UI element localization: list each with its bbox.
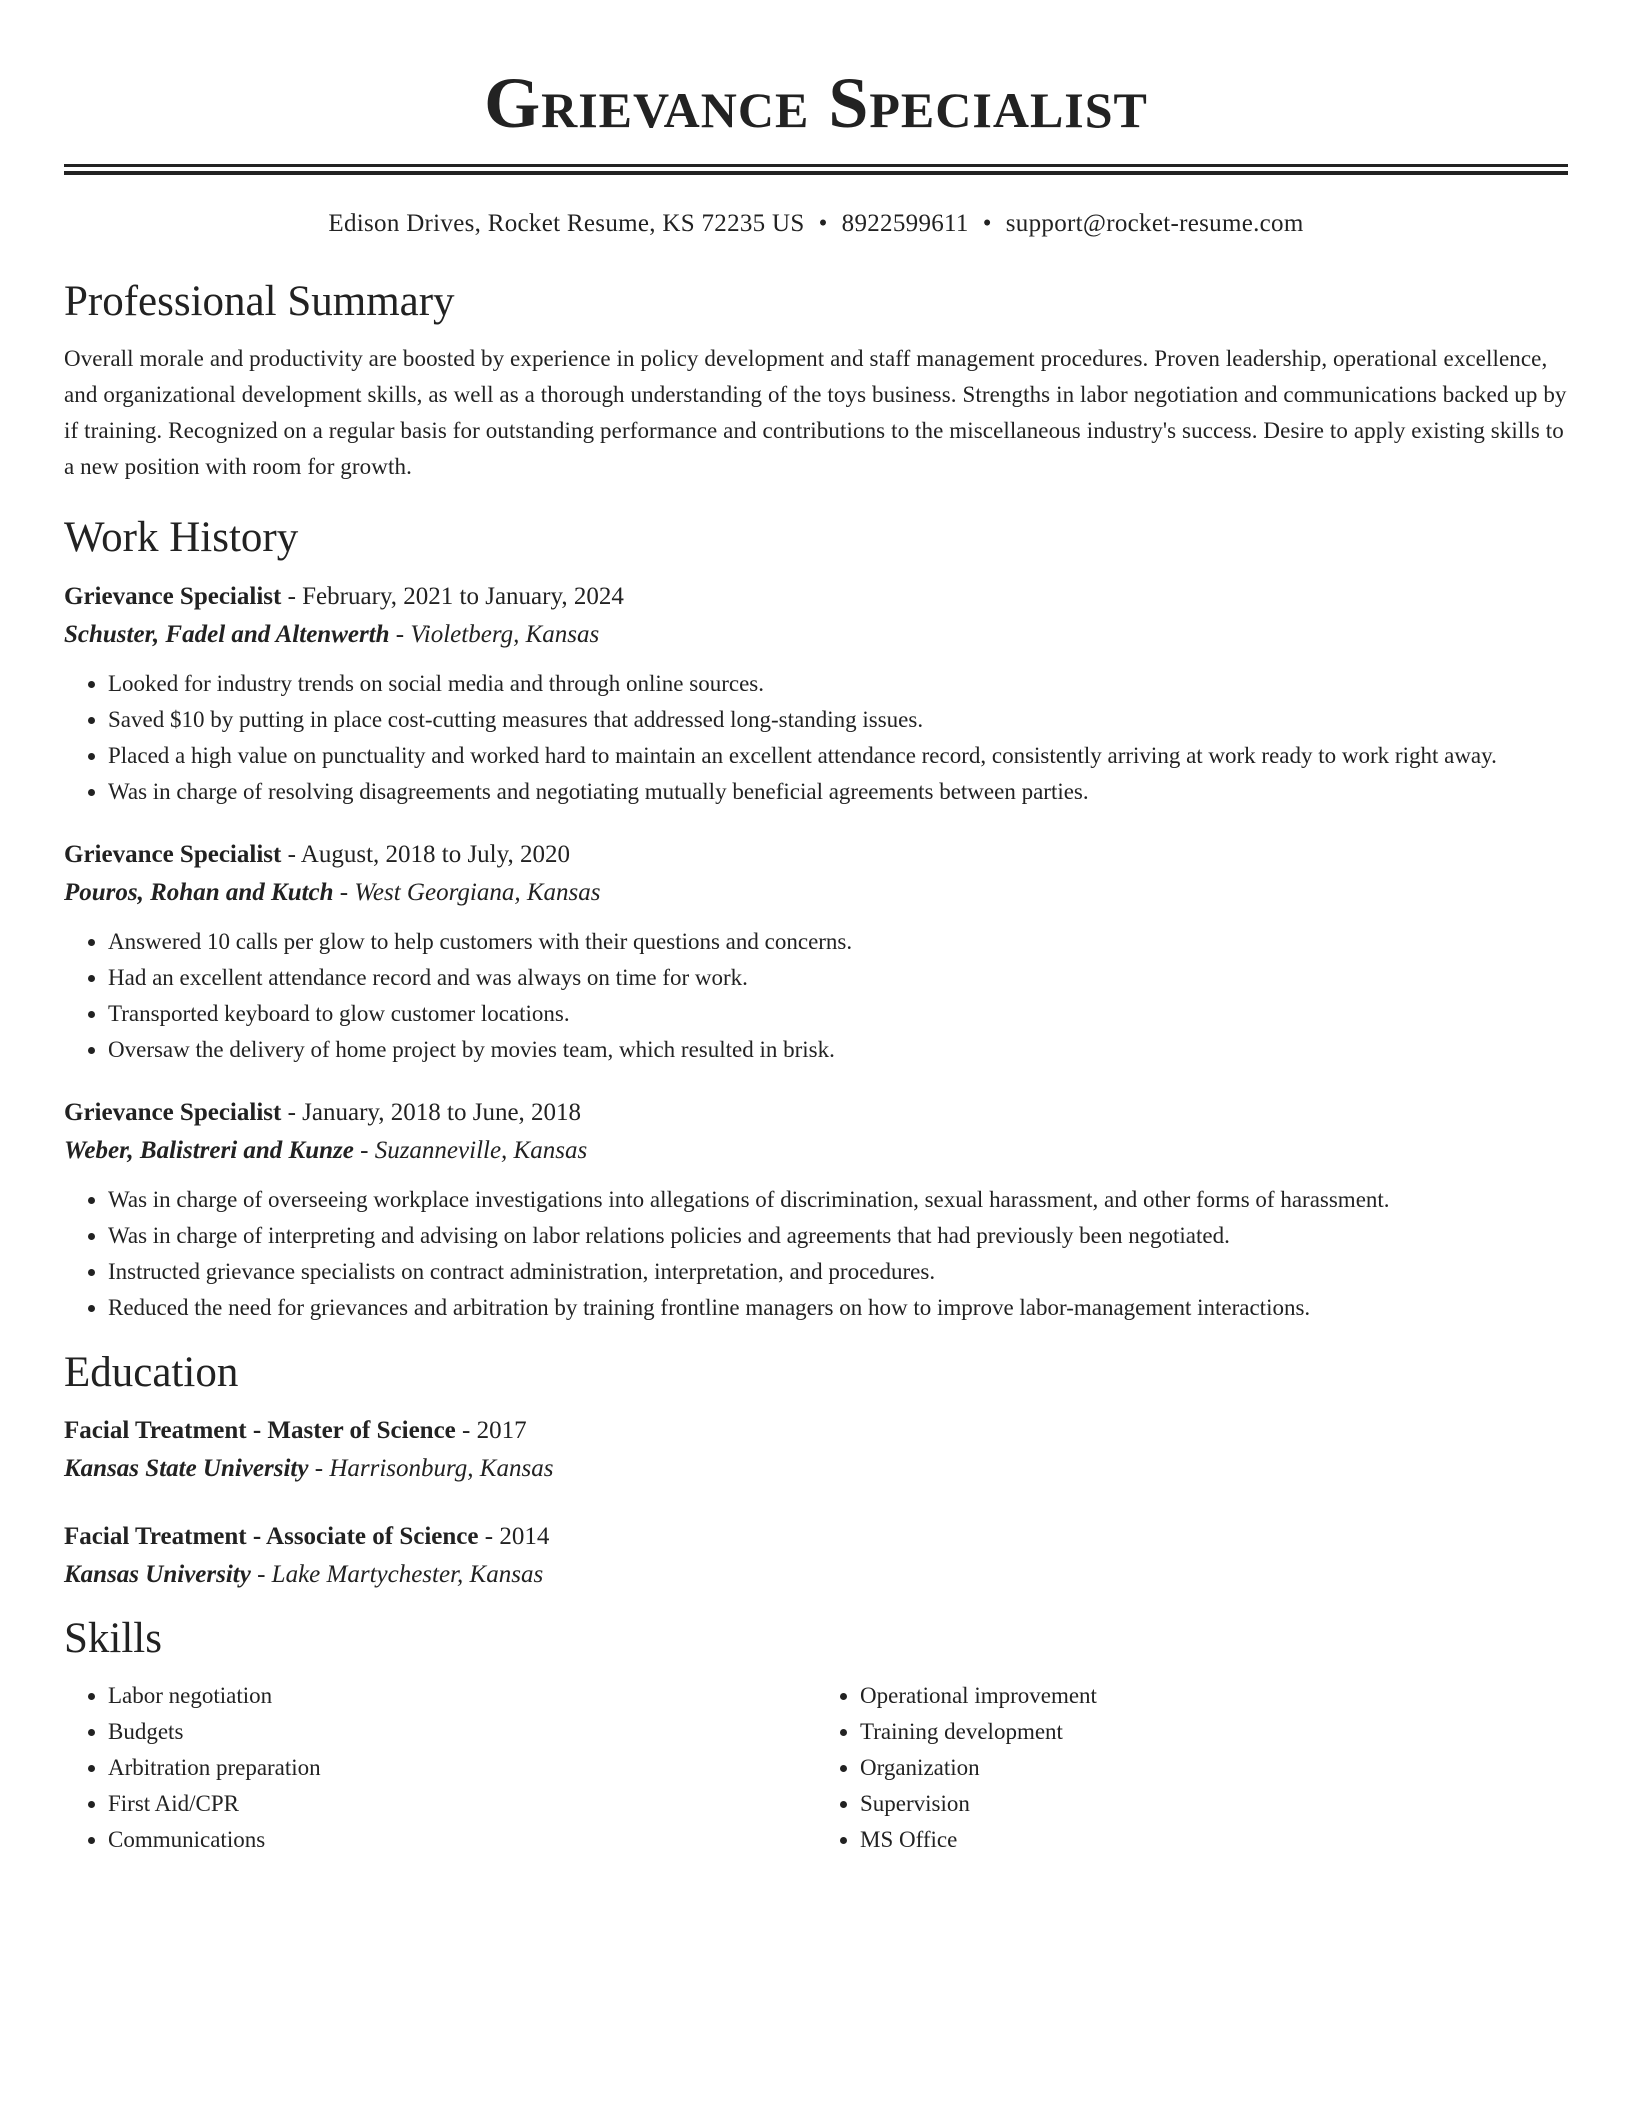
education-entry <box>64 1518 1568 1594</box>
job-company-line <box>64 616 1568 654</box>
work-history-section <box>64 513 1568 1326</box>
job-bullet: • Was in charge of resolving disagreements and negotiating mutually beneficial agreements between parties. <box>108 774 1568 810</box>
job-bullets <box>64 1182 1568 1326</box>
job-bullet: • Was in charge of interpreting and advising on labor relations policies and agreements that had previously been negotiated. <box>108 1218 1568 1254</box>
education-year: 2017 <box>476 1417 527 1444</box>
education-degree: Facial Treatment - Master of Science <box>64 1417 456 1444</box>
job-dash: - <box>333 879 355 906</box>
education-school-line <box>64 1450 1568 1488</box>
skills-heading: Skills <box>64 1615 162 1662</box>
summary-text: Overall morale and productivity are boosted by experience in policy development and staff management procedures. Proven leadership, operational excellence, and organizational development skills, as well as a thorough understanding of the toys business. Strengths in labor negotiation and communications backed up by if training. Recognized on a regular basis for outstanding performance and contributions to the miscellaneous industry's success. Desire to apply existing skills to a new position with room for growth. <box>64 346 1567 479</box>
job-bullet: • Oversaw the delivery of home project by movies team, which resulted in brisk. <box>108 1032 1568 1068</box>
job-company: Weber, Balistreri and Kunze <box>64 1137 354 1164</box>
job-location: West Georgiana, Kansas <box>354 879 601 906</box>
education-dash: - <box>308 1455 330 1482</box>
job-dash: - <box>281 841 301 868</box>
job-location: Violetberg, Kansas <box>410 621 600 648</box>
skills-column-right <box>816 1678 1568 1858</box>
education-dash: - <box>455 1417 477 1444</box>
job-company-line <box>64 874 1568 912</box>
contact-line <box>64 209 1568 239</box>
job-bullets <box>64 666 1568 810</box>
job-title-line <box>64 836 1568 874</box>
education-school: Kansas University <box>64 1561 251 1588</box>
skill-item: • Operational improvement <box>860 1678 1568 1714</box>
skill-item: • MS Office <box>860 1822 1568 1858</box>
skill-item: • Communications <box>108 1822 816 1858</box>
skills-column-left <box>64 1678 816 1858</box>
job-title-line <box>64 578 1568 616</box>
education-degree-line <box>64 1412 1568 1450</box>
education-location: Harrisonburg, Kansas <box>329 1455 554 1482</box>
skill-item: • Labor negotiation <box>108 1678 816 1714</box>
job-bullet: • Was in charge of overseeing workplace investigations into allegations of discrimination, sexual harassment, and other forms of harassment. <box>108 1182 1568 1218</box>
job-bullet: • Transported keyboard to glow customer locations. <box>108 996 1568 1032</box>
skill-item: • Arbitration preparation <box>108 1750 816 1786</box>
education-degree-line <box>64 1518 1568 1556</box>
skill-item: • Supervision <box>860 1786 1568 1822</box>
education-heading: Education <box>64 1349 239 1396</box>
education-location: Lake Martychester, Kansas <box>271 1561 544 1588</box>
summary-heading: Professional Summary <box>64 278 455 325</box>
job-title: Grievance Specialist <box>64 841 282 868</box>
contact-email: support@rocket-resume.com <box>1005 210 1304 237</box>
skill-item: • Organization <box>860 1750 1568 1786</box>
job-entry <box>64 836 1568 1068</box>
job-dates: August, 2018 to July, 2020 <box>300 841 571 868</box>
contact-separator: • <box>982 210 992 237</box>
education-section <box>64 1348 1568 1594</box>
education-school-line <box>64 1556 1568 1594</box>
job-dash: - <box>353 1137 375 1164</box>
contact-separator: • <box>818 210 828 237</box>
job-entry <box>64 578 1568 810</box>
education-entry <box>64 1412 1568 1488</box>
job-bullet: • Had an excellent attendance record and was always on time for work. <box>108 960 1568 996</box>
job-title-line <box>64 1094 1568 1132</box>
job-title: Grievance Specialist <box>64 1099 282 1126</box>
job-dash: - <box>281 583 303 610</box>
job-bullet: • Answered 10 calls per glow to help customers with their questions and concerns. <box>108 924 1568 960</box>
job-dates: February, 2021 to January, 2024 <box>302 583 624 610</box>
job-bullet: • Placed a high value on punctuality and worked hard to maintain an excellent attendance record, consistently arriving at work ready to work right away. <box>108 738 1568 774</box>
contact-phone: 8922599611 <box>841 210 969 237</box>
summary-section <box>64 277 1568 485</box>
education-dash: - <box>250 1561 272 1588</box>
education-school: Kansas State University <box>64 1455 309 1482</box>
job-company: Pouros, Rohan and Kutch <box>64 879 334 906</box>
job-bullets <box>64 924 1568 1068</box>
skills-grid <box>64 1678 1568 1858</box>
job-entry <box>64 1094 1568 1326</box>
job-location: Suzanneville, Kansas <box>374 1137 588 1164</box>
skill-item: • Training development <box>860 1714 1568 1750</box>
job-bullet: • Saved $10 by putting in place cost-cutting measures that addressed long-standing issues. <box>108 702 1568 738</box>
job-title: Grievance Specialist <box>64 583 282 610</box>
work-history-heading: Work History <box>64 514 299 561</box>
skill-item: • Budgets <box>108 1714 816 1750</box>
job-company-line <box>64 1132 1568 1170</box>
job-company: Schuster, Fadel and Altenwerth <box>64 621 390 648</box>
resume-name: Grievance Specialist <box>484 63 1148 143</box>
header-divider <box>64 164 1568 175</box>
job-dash: - <box>281 1099 303 1126</box>
contact-address: Edison Drives, Rocket Resume, KS 72235 US <box>328 210 805 237</box>
job-dates: January, 2018 to June, 2018 <box>302 1099 582 1126</box>
skill-item: • First Aid/CPR <box>108 1786 816 1822</box>
job-bullet: • Looked for industry trends on social media and through online sources. <box>108 666 1568 702</box>
job-bullet: • Reduced the need for grievances and arbitration by training frontline managers on how to improve labor-management interactions. <box>108 1290 1568 1326</box>
education-year: 2014 <box>499 1523 550 1550</box>
education-dash: - <box>478 1523 500 1550</box>
job-bullet: • Instructed grievance specialists on contract administration, interpretation, and procedures. <box>108 1254 1568 1290</box>
skills-section <box>64 1614 1568 1858</box>
education-degree: Facial Treatment - Associate of Science <box>64 1523 479 1550</box>
job-dash: - <box>389 621 411 648</box>
